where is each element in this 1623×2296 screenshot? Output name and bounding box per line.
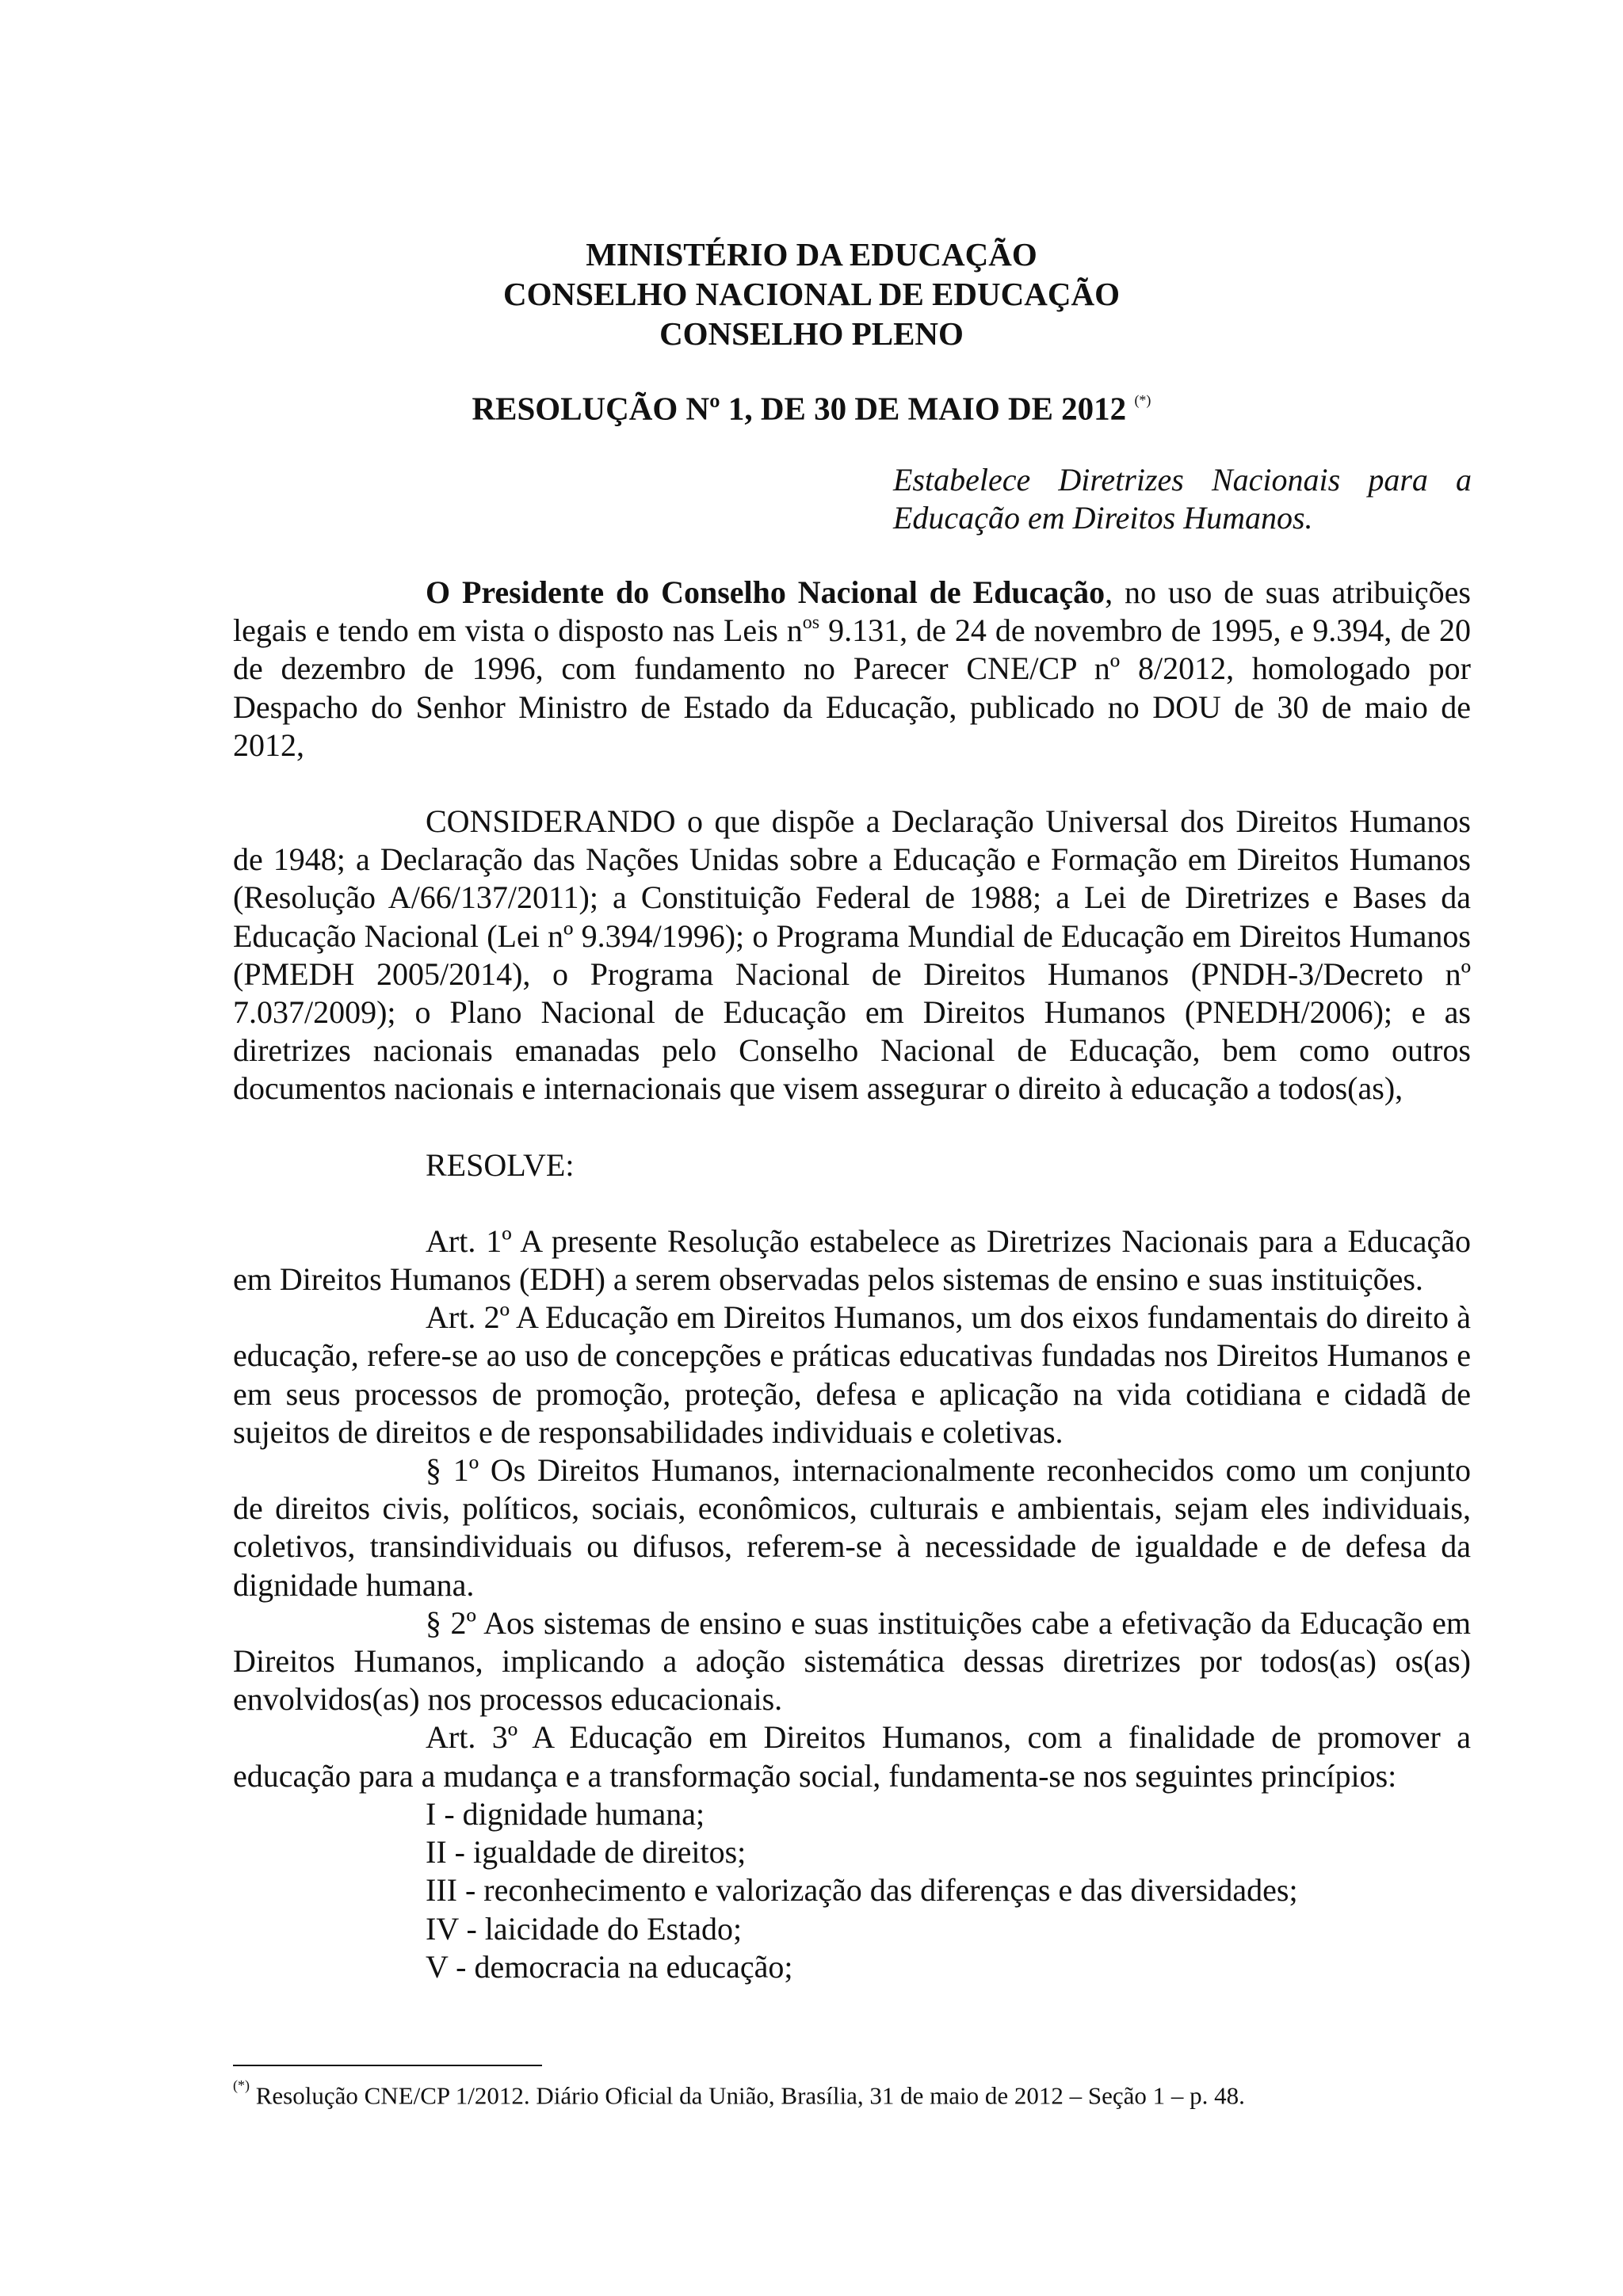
preamble-lead: O Presidente do Conselho Nacional de Educação xyxy=(426,574,1106,610)
article-3: Art. 3º A Educação em Direitos Humanos, com a finalidade de promover a educação para a mudança e a transformação social, fundamenta-se nos seguintes princípios: xyxy=(233,1719,1471,1794)
principle-item-4: IV - laicidade do Estado; xyxy=(426,1910,743,1947)
considerando-paragraph: CONSIDERANDO o que dispõe a Declaração Universal dos Direitos Humanos de 1948; a Declaração das Nações Unidas sobre a Educação e Formação em Direitos Humanos (Resolução A/66/137/2011); a Constituição Federal de 1988; a Lei de Diretrizes e Bases da Educação Nacional (Lei nº 9.394/1996); o Programa Mundial de Educação em Direitos Humanos (PMEDH 2005/2014), o Programa Nacional de Direitos Humanos (PNDH-3/Decreto nº 7.037/2009); o Plano Nacional de Educação em Direitos Humanos (PNEDH/2006); e as diretrizes nacionais emanadas pelo Conselho Nacional de Educação, bem como outros documentos nacionais e internacionais que visem assegurar o direito à educação a todos(as), xyxy=(233,803,1471,1107)
title-footnote-marker: (*) xyxy=(1134,392,1151,408)
ementa-summary: Estabelece Diretrizes Nacionais para a Educação em Direitos Humanos. xyxy=(893,462,1472,536)
chamber-name: CONSELHO PLENO xyxy=(659,315,964,352)
preamble-paragraph xyxy=(233,574,1471,765)
document-header xyxy=(0,235,1623,353)
resolve-heading: RESOLVE: xyxy=(426,1146,575,1183)
preamble-superscript: os xyxy=(802,612,820,633)
article-2-paragraph-1: § 1º Os Direitos Humanos, internacionalmente reconhecidos como um conjunto de direitos civis, políticos, sociais, econômicos, culturais e ambientais, sejam eles individuais, coletivos, transindividuais ou difusos, referem-se à necessidade de igualdade e de defesa da dignidade humana. xyxy=(233,1452,1471,1603)
principle-item-3: III - reconhecimento e valorização das diferenças e das diversidades; xyxy=(426,1872,1298,1909)
footnote xyxy=(233,2074,1501,2111)
article-2: Art. 2º A Educação em Direitos Humanos, um dos eixos fundamentais do direito à educação, refere-se ao uso de concepções e práticas educativas fundadas nos Direitos Humanos e em seus processos de promoção, proteção, defesa e aplicação na vida cotidiana e cidadã de sujeitos de direitos e de responsabilidades individuais e coletivas. xyxy=(233,1299,1471,1450)
principle-item-5: V - democracia na educação; xyxy=(426,1948,793,1985)
footnote-marker: (*) xyxy=(233,2077,250,2093)
article-2-paragraph-2: § 2º Aos sistemas de ensino e suas instituições cabe a efetivação da Educação em Direitos Humanos, implicando a adoção sistemática dessas diretrizes por todos(as) os(as) envolvidos(as) nos processos educacionais. xyxy=(233,1604,1471,1718)
resolution-title xyxy=(0,383,1623,429)
principle-item-2: II - igualdade de direitos; xyxy=(426,1834,747,1871)
article-1: Art. 1º A presente Resolução estabelece as Diretrizes Nacionais para a Educação em Direitos Humanos (EDH) a serem observadas pelos sistemas de ensino e suas instituições. xyxy=(233,1222,1471,1298)
preamble-text-2: 9.131, de 24 de novembro de 1995, e 9.394, de 20 de dezembro de 1996, com fundamento no Parecer CNE/CP nº 8/2012, homologado por Despacho do Senhor Ministro de Estado da Educação, publicado no DOU de 30 de maio de 2012, xyxy=(233,612,1471,763)
council-name: CONSELHO NACIONAL DE EDUCAÇÃO xyxy=(503,276,1120,312)
ministry-name: MINISTÉRIO DA EDUCAÇÃO xyxy=(586,236,1037,273)
footnote-text: Resolução CNE/CP 1/2012. Diário Oficial da União, Brasília, 31 de maio de 2012 – Seção 1 – p. 48. xyxy=(250,2081,1245,2110)
principle-item-1: I - dignidade humana; xyxy=(426,1795,705,1832)
resolution-title-text: RESOLUÇÃO Nº 1, DE 30 DE MAIO DE 2012 xyxy=(472,390,1127,427)
footnote-divider xyxy=(233,2065,542,2066)
preamble-text-1: , no uso de suas atribuições legais e tendo em vista o disposto nas Leis n xyxy=(233,574,1471,649)
document-body xyxy=(233,574,1471,1986)
